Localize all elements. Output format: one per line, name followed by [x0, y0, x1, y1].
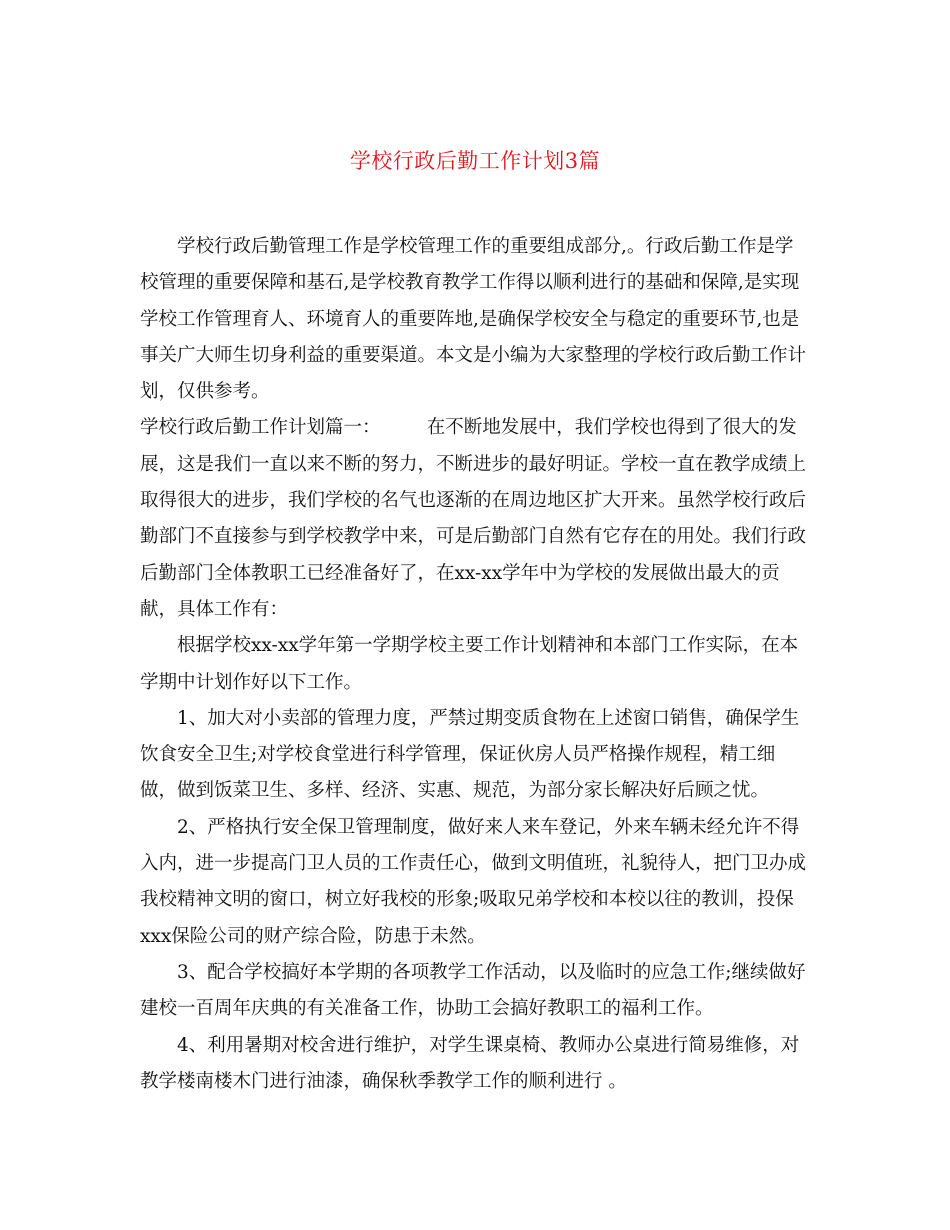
paragraph-item1: [140, 701, 812, 810]
paragraph-line: 学期中计划作好以下工作。: [140, 671, 363, 693]
paragraph-line: 4、利用暑期对校舍进行维护，对学生课桌椅、教师办公桌进行简易维修，对: [177, 1034, 800, 1056]
paragraph-line: 后勤部门全体教职工已经准备好了，在xx-xx学年中为学校的发展做出最大的贡: [140, 562, 780, 584]
document-title: 学校行政后勤工作计划3篇: [349, 149, 601, 173]
paragraph-line: 勤部门不直接参与到学校教学中来，可是后勤部门自然有它存在的用处。我们行政: [140, 526, 807, 548]
paragraph-item4: [140, 1028, 812, 1101]
document-body: [140, 229, 812, 1100]
paragraph-line: 取得很大的进步，我们学校的名气也逐渐的在周边地区扩大开来。虽然学校行政后: [140, 490, 807, 512]
paragraph-item2: [140, 810, 812, 955]
paragraph-part1: [140, 410, 812, 628]
paragraph-line: 事关广大师生切身利益的重要渠道。本文是小编为大家整理的学校行政后勤工作计: [140, 344, 807, 366]
paragraph-item3: [140, 955, 812, 1028]
paragraph-line: 3、配合学校搞好本学期的各项教学工作活动，以及临时的应急工作;继续做好: [177, 961, 806, 983]
paragraph-line: 学校工作管理育人、环境育人的重要阵地,是确保学校安全与稳定的重要环节,也是: [140, 308, 800, 330]
paragraph-line: 展，这是我们一直以来不断的努力，不断进步的最好明证。学校一直在教学成绩上: [140, 453, 807, 475]
paragraph-line: 我校精神文明的窗口，树立好我校的形象;吸取兄弟学校和本校以往的教训，投保: [140, 889, 794, 911]
paragraph-line: 1、加大对小卖部的管理力度，严禁过期变质食物在上述窗口销售，确保学生: [177, 707, 800, 729]
paragraph-line: 建校一百周年庆典的有关准备工作，协助工会搞好教职工的福利工作。: [140, 998, 714, 1020]
paragraph-line: 学校行政后勤管理工作是学校管理工作的重要组成部分,。行政后勤工作是学: [177, 236, 794, 257]
paragraph-line: 入内，进一步提高门卫人员的工作责任心，做到文明值班，礼貌待人，把门卫办成: [140, 853, 807, 875]
paragraph-line: 校管理的重要保障和基石,是学校教育教学工作得以顺利进行的基础和保障,是实现: [140, 272, 800, 294]
paragraph-line: 根据学校xx-xx学年第一学期学校主要工作计划精神和本部门工作实际，在本: [177, 635, 799, 657]
paragraph-line: xxx保险公司的财产综合险，防患于未然。: [140, 925, 486, 947]
paragraph-line: 饮食安全卫生;对学校食堂进行科学管理，保证伙房人员严格操作规程，精工细: [140, 744, 776, 766]
paragraph-line: 教学楼南楼木门进行油漆，确保秋季教学工作的顺利进行 。: [140, 1070, 627, 1092]
paragraph-line: 做，做到饭菜卫生、多样、经济、实惠、规范，为部分家长解决好后顾之忧。: [140, 780, 770, 802]
paragraph-line: 献，具体工作有：: [140, 598, 289, 620]
paragraph-line: 学校行政后勤工作计划篇一： 在不断地发展中，我们学校也得到了很大的发: [140, 417, 797, 439]
paragraph-line: 划，仅供参考。: [140, 381, 270, 403]
paragraph-basis: [140, 628, 812, 701]
paragraph-line: 2、严格执行安全保卫管理制度，做好来人来车登记，外来车辆未经允许不得: [177, 816, 800, 838]
paragraph-intro: [140, 229, 812, 410]
